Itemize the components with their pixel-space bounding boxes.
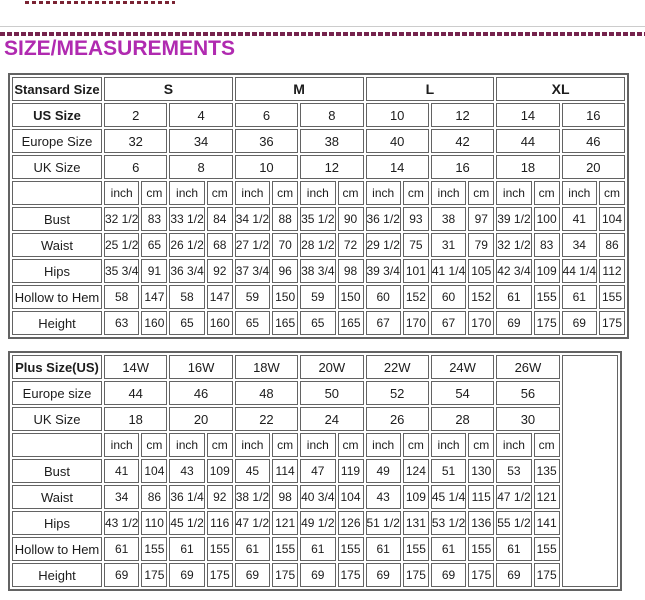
size-value: 6 [104,155,167,179]
measure-cm-value: 131 [403,511,429,535]
table-row [12,433,618,457]
empty-right-column [562,355,618,587]
size-value: 32 [104,129,167,153]
measure-cm-value: 155 [599,285,625,309]
unit-inch-label: inch [104,181,139,205]
corner-label: Stansard Size [12,77,102,101]
row-label: Waist [12,485,102,509]
size-value: 50 [300,381,363,405]
measure-inch-value: 47 1/2 [235,511,270,535]
unit-inch-label: inch [104,433,139,457]
measure-inch-value: 65 [169,311,204,335]
size-value: 36 [235,129,298,153]
unit-inch-label: inch [562,181,597,205]
unit-inch-label: inch [235,181,270,205]
measure-cm-value: 109 [207,459,233,483]
measure-inch-value: 69 [169,563,204,587]
measure-cm-value: 68 [207,233,233,257]
row-label: Waist [12,233,102,257]
row-label: Europe Size [12,129,102,153]
measure-cm-value: 110 [141,511,167,535]
measure-cm-value: 109 [534,259,560,283]
measure-inch-value: 67 [366,311,401,335]
size-value: 38 [300,129,363,153]
size-value: 46 [169,381,232,405]
measure-cm-value: 175 [207,563,233,587]
table-row [12,485,618,509]
measure-cm-value: 92 [207,485,233,509]
unit-cm-label: cm [272,433,298,457]
measure-cm-value: 65 [141,233,167,257]
table-row [12,103,625,127]
measure-cm-value: 160 [207,311,233,335]
size-value: 52 [366,381,429,405]
size-value: 14 [496,103,559,127]
measure-inch-value: 36 3/4 [169,259,204,283]
size-value: 8 [300,103,363,127]
measure-cm-value: 121 [272,511,298,535]
size-value: 6 [235,103,298,127]
size-value: 4 [169,103,232,127]
measure-inch-value: 32 1/2 [104,207,139,231]
measure-cm-value: 147 [207,285,233,309]
measure-inch-value: 61 [496,537,531,561]
corner-label: Plus Size(US) [12,355,102,379]
measure-inch-value: 67 [431,311,466,335]
size-value: 24 [300,407,363,431]
unit-inch-label: inch [431,433,466,457]
measure-cm-value: 112 [599,259,625,283]
row-label: Europe size [12,381,102,405]
size-value: 44 [104,381,167,405]
size-value: 18 [104,407,167,431]
size-value: 16 [431,155,494,179]
size-group-header: M [235,77,364,101]
table-row [12,563,618,587]
measure-cm-value: 155 [403,537,429,561]
row-label: Height [12,563,102,587]
measure-inch-value: 65 [235,311,270,335]
measure-inch-value: 42 3/4 [496,259,531,283]
size-value: 26W [496,355,559,379]
row-label: Hips [12,511,102,535]
unit-cm-label: cm [141,433,167,457]
measure-inch-value: 28 1/2 [300,233,335,257]
table-row [12,259,625,283]
unit-cm-label: cm [338,181,364,205]
unit-cm-label: cm [534,433,560,457]
measure-cm-value: 121 [534,485,560,509]
size-group-header: S [104,77,233,101]
measure-inch-value: 39 1/2 [496,207,531,231]
size-group-header: L [366,77,495,101]
measure-cm-value: 86 [141,485,167,509]
measure-cm-value: 155 [338,537,364,561]
measure-inch-value: 69 [431,563,466,587]
measure-inch-value: 40 3/4 [300,485,335,509]
measure-cm-value: 116 [207,511,233,535]
measure-inch-value: 61 [300,537,335,561]
measure-inch-value: 34 [104,485,139,509]
measure-inch-value: 49 [366,459,401,483]
measure-cm-value: 97 [468,207,494,231]
measure-cm-value: 114 [272,459,298,483]
measure-cm-value: 135 [534,459,560,483]
measure-inch-value: 44 1/4 [562,259,597,283]
measure-cm-value: 115 [468,485,494,509]
measure-cm-value: 92 [207,259,233,283]
measure-cm-value: 70 [272,233,298,257]
empty-corner-cell [12,433,102,457]
measure-inch-value: 32 1/2 [496,233,531,257]
measure-cm-value: 75 [403,233,429,257]
size-value: 14W [104,355,167,379]
table-row [12,407,618,431]
dashed-divider-line [0,32,645,36]
measure-inch-value: 37 3/4 [235,259,270,283]
measure-cm-value: 72 [338,233,364,257]
measure-inch-value: 38 [431,207,466,231]
table-row [12,181,625,205]
measure-cm-value: 175 [272,563,298,587]
measure-cm-value: 175 [338,563,364,587]
size-value: 22 [235,407,298,431]
unit-cm-label: cm [403,433,429,457]
row-label: Hollow to Hem [12,285,102,309]
measure-inch-value: 53 [496,459,531,483]
size-value: 40 [366,129,429,153]
size-value: 10 [366,103,429,127]
measure-inch-value: 33 1/2 [169,207,204,231]
measure-inch-value: 36 1/4 [169,485,204,509]
size-value: 56 [496,381,559,405]
measure-inch-value: 45 [235,459,270,483]
size-value: 8 [169,155,232,179]
table-row [12,207,625,231]
empty-corner-cell [12,181,102,205]
measure-inch-value: 31 [431,233,466,257]
measure-inch-value: 69 [496,563,531,587]
measure-cm-value: 124 [403,459,429,483]
size-value: 28 [431,407,494,431]
measure-inch-value: 26 1/2 [169,233,204,257]
measure-inch-value: 25 1/2 [104,233,139,257]
unit-inch-label: inch [300,433,335,457]
measure-inch-value: 47 [300,459,335,483]
measure-inch-value: 43 1/2 [104,511,139,535]
measure-cm-value: 104 [338,485,364,509]
unit-inch-label: inch [300,181,335,205]
measure-inch-value: 60 [366,285,401,309]
unit-inch-label: inch [169,433,204,457]
measure-inch-value: 61 [104,537,139,561]
size-value: 16 [562,103,625,127]
measure-inch-value: 34 [562,233,597,257]
measure-inch-value: 43 [169,459,204,483]
measure-inch-value: 39 3/4 [366,259,401,283]
size-value: 42 [431,129,494,153]
size-value: 30 [496,407,559,431]
measure-inch-value: 69 [300,563,335,587]
measure-cm-value: 79 [468,233,494,257]
measure-inch-value: 59 [300,285,335,309]
measure-inch-value: 55 1/2 [496,511,531,535]
measure-cm-value: 175 [141,563,167,587]
row-label: Bust [12,207,102,231]
measure-cm-value: 152 [468,285,494,309]
measure-inch-value: 61 [366,537,401,561]
measure-inch-value: 35 1/2 [300,207,335,231]
size-value: 54 [431,381,494,405]
size-value: 26 [366,407,429,431]
size-value: 16W [169,355,232,379]
measure-cm-value: 155 [468,537,494,561]
plus-size-table [8,351,622,591]
unit-inch-label: inch [235,433,270,457]
unit-cm-label: cm [207,433,233,457]
measure-cm-value: 170 [403,311,429,335]
measure-cm-value: 104 [141,459,167,483]
measure-cm-value: 88 [272,207,298,231]
measure-inch-value: 69 [496,311,531,335]
measure-cm-value: 90 [338,207,364,231]
measure-cm-value: 150 [338,285,364,309]
row-label: Hollow to Hem [12,537,102,561]
table-row [12,511,618,535]
measure-cm-value: 152 [403,285,429,309]
measure-cm-value: 165 [272,311,298,335]
measure-cm-value: 160 [141,311,167,335]
measure-cm-value: 141 [534,511,560,535]
measure-inch-value: 61 [235,537,270,561]
measure-inch-value: 43 [366,485,401,509]
unit-cm-label: cm [468,181,494,205]
measure-cm-value: 155 [207,537,233,561]
size-group-header: XL [496,77,625,101]
measure-cm-value: 175 [534,311,560,335]
measure-cm-value: 150 [272,285,298,309]
measure-cm-value: 155 [534,537,560,561]
measure-cm-value: 93 [403,207,429,231]
measure-cm-value: 109 [403,485,429,509]
size-value: 20W [300,355,363,379]
measure-inch-value: 38 1/2 [235,485,270,509]
measure-cm-value: 105 [468,259,494,283]
table-row [12,77,625,101]
size-value: 48 [235,381,298,405]
measure-cm-value: 101 [403,259,429,283]
size-value: 18 [496,155,559,179]
measure-cm-value: 175 [599,311,625,335]
table-row [12,233,625,257]
unit-cm-label: cm [534,181,560,205]
row-label: UK Size [12,407,102,431]
measure-cm-value: 155 [141,537,167,561]
measure-inch-value: 35 3/4 [104,259,139,283]
measure-inch-value: 47 1/2 [496,485,531,509]
row-label: Hips [12,259,102,283]
measure-cm-value: 175 [403,563,429,587]
table-row [12,459,618,483]
unit-cm-label: cm [468,433,494,457]
unit-cm-label: cm [207,181,233,205]
measure-cm-value: 83 [141,207,167,231]
size-value: 14 [366,155,429,179]
measure-inch-value: 60 [431,285,466,309]
measure-cm-value: 155 [272,537,298,561]
measure-inch-value: 51 [431,459,466,483]
measure-inch-value: 69 [235,563,270,587]
thin-divider-line [0,26,645,27]
measure-cm-value: 130 [468,459,494,483]
size-value: 12 [431,103,494,127]
unit-inch-label: inch [366,181,401,205]
size-value: 18W [235,355,298,379]
table-row [12,155,625,179]
measure-cm-value: 136 [468,511,494,535]
measure-cm-value: 165 [338,311,364,335]
measure-cm-value: 175 [534,563,560,587]
measure-cm-value: 100 [534,207,560,231]
unit-cm-label: cm [141,181,167,205]
measure-cm-value: 170 [468,311,494,335]
measure-cm-value: 104 [599,207,625,231]
measure-inch-value: 53 1/2 [431,511,466,535]
unit-cm-label: cm [403,181,429,205]
measure-inch-value: 69 [562,311,597,335]
unit-cm-label: cm [599,181,625,205]
measure-cm-value: 126 [338,511,364,535]
size-value: 24W [431,355,494,379]
measure-inch-value: 69 [104,563,139,587]
measure-inch-value: 51 1/2 [366,511,401,535]
measure-inch-value: 58 [169,285,204,309]
measure-inch-value: 58 [104,285,139,309]
size-value: 34 [169,129,232,153]
page-title: SIZE/MEASUREMENTS [4,37,236,60]
row-label: UK Size [12,155,102,179]
unit-inch-label: inch [496,433,531,457]
unit-cm-label: cm [338,433,364,457]
measure-cm-value: 83 [534,233,560,257]
measure-inch-value: 36 1/2 [366,207,401,231]
size-value: 20 [562,155,625,179]
unit-inch-label: inch [169,181,204,205]
measure-inch-value: 41 1/4 [431,259,466,283]
measure-inch-value: 65 [300,311,335,335]
unit-inch-label: inch [366,433,401,457]
measure-cm-value: 147 [141,285,167,309]
size-value: 2 [104,103,167,127]
table-row [12,355,618,379]
measure-inch-value: 45 1/2 [169,511,204,535]
measure-inch-value: 27 1/2 [235,233,270,257]
table-row [12,381,618,405]
cropped-top-text-marks [25,1,175,4]
measure-cm-value: 98 [338,259,364,283]
measure-inch-value: 41 [562,207,597,231]
measure-cm-value: 175 [468,563,494,587]
unit-cm-label: cm [272,181,298,205]
table-row [12,285,625,309]
measure-inch-value: 49 1/2 [300,511,335,535]
unit-inch-label: inch [431,181,466,205]
measure-cm-value: 96 [272,259,298,283]
measure-inch-value: 61 [562,285,597,309]
size-value: 22W [366,355,429,379]
measure-inch-value: 45 1/4 [431,485,466,509]
table-row [12,129,625,153]
size-value: 44 [496,129,559,153]
measure-cm-value: 91 [141,259,167,283]
measure-cm-value: 119 [338,459,364,483]
measure-inch-value: 61 [496,285,531,309]
row-label: Bust [12,459,102,483]
table-row [12,311,625,335]
size-value: 20 [169,407,232,431]
measure-inch-value: 34 1/2 [235,207,270,231]
measure-inch-value: 61 [431,537,466,561]
measure-cm-value: 84 [207,207,233,231]
measure-inch-value: 41 [104,459,139,483]
measure-inch-value: 38 3/4 [300,259,335,283]
measure-inch-value: 59 [235,285,270,309]
standard-size-table [8,73,629,339]
measure-cm-value: 86 [599,233,625,257]
unit-inch-label: inch [496,181,531,205]
measure-cm-value: 98 [272,485,298,509]
measure-inch-value: 69 [366,563,401,587]
measure-inch-value: 29 1/2 [366,233,401,257]
measure-cm-value: 155 [534,285,560,309]
table-row [12,537,618,561]
size-value: 10 [235,155,298,179]
row-label: US Size [12,103,102,127]
row-label: Height [12,311,102,335]
size-value: 12 [300,155,363,179]
size-value: 46 [562,129,625,153]
measure-inch-value: 61 [169,537,204,561]
measure-inch-value: 63 [104,311,139,335]
